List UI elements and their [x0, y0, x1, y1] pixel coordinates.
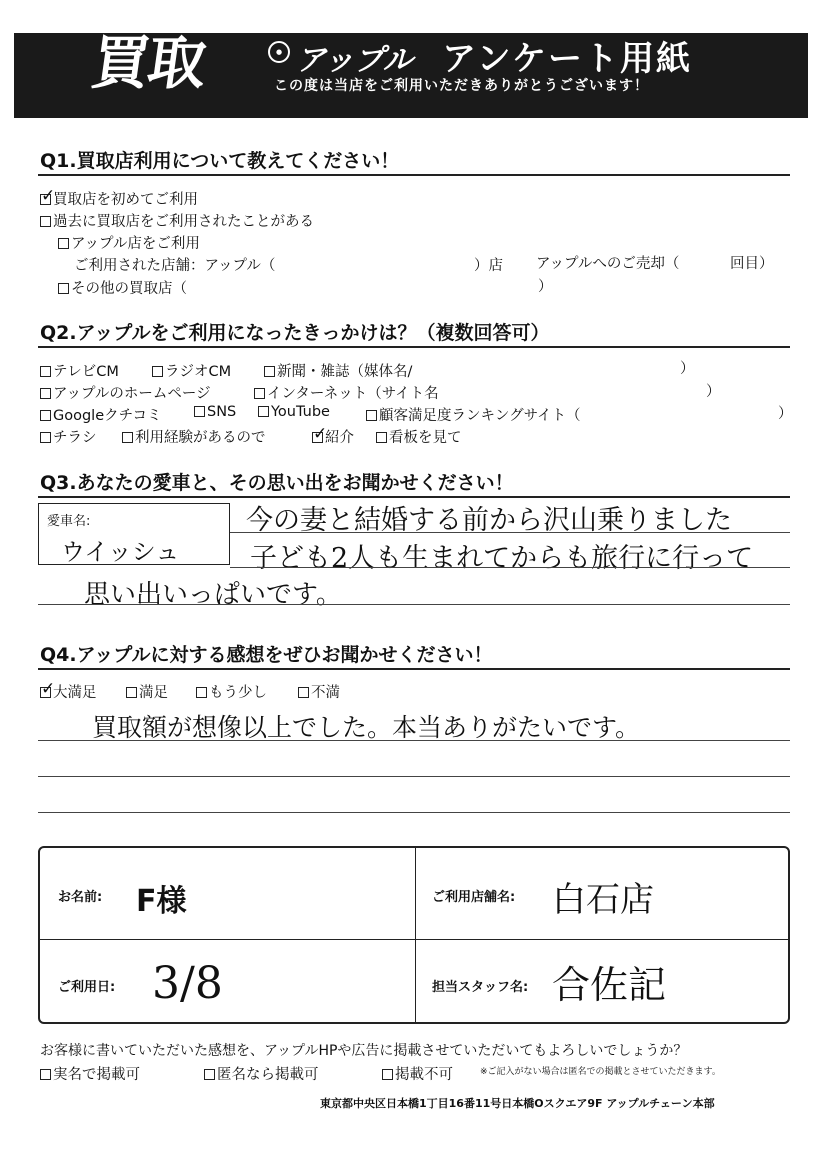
publish-option-real-name[interactable]: 実名で掲載可 [40, 1063, 140, 1084]
q1-title: Q1.買取店利用について教えてください！ [40, 150, 400, 172]
header-subtitle: この度は当店をご利用いただきありがとうございます！ [274, 78, 649, 94]
q2-internet-close: ） [706, 384, 721, 400]
publish-note: ※ご記入がない場合は匿名での掲載とさせていただきます。 [480, 1067, 721, 1077]
company-address: 東京都中央区日本橋1丁目16番11号日本橋Oスクエア9F アップルチェーン本部 [320, 1097, 715, 1110]
q2-rule [38, 346, 790, 348]
checkbox-icon[interactable] [122, 432, 133, 443]
store-label: ご利用店舗名: [432, 890, 516, 905]
checkbox-icon[interactable] [40, 432, 51, 443]
checkbox-icon[interactable] [366, 410, 377, 421]
name-label: お名前: [58, 890, 103, 905]
checkbox-icon[interactable] [376, 432, 387, 443]
checkbox-icon[interactable] [258, 406, 269, 417]
q4-title: Q4.アップルに対する感想をぜひお聞かせください！ [40, 644, 493, 666]
customer-info-box [38, 846, 790, 1024]
q1-visits-suffix: 回目） [730, 256, 774, 272]
q1-store-suffix: ）店 [474, 258, 503, 274]
q3-title: Q3.あなたの愛車と、その思い出をお聞かせください！ [40, 472, 514, 494]
q1-other-close: ） [538, 279, 553, 295]
checkbox-icon[interactable] [254, 388, 265, 399]
q1-store-used-label: ご利用された店舗：アップル（ [74, 258, 276, 274]
q3-line-2 [230, 567, 790, 568]
car-name-label: 愛車名: [47, 514, 91, 529]
q1-option-apple-store[interactable]: アップル店をご利用 [58, 232, 200, 253]
q3-line-3 [38, 604, 790, 605]
q2-option-radio[interactable]: ラジオCM [152, 360, 231, 381]
checkbox-icon[interactable] [40, 216, 51, 227]
date-label: ご利用日: [58, 980, 116, 995]
checkbox-icon[interactable] [204, 1069, 215, 1080]
name-value[interactable]: F様 [136, 884, 187, 919]
info-divider-vertical [415, 848, 416, 1022]
checkbox-icon[interactable] [298, 687, 309, 698]
checkbox-icon[interactable] [196, 687, 207, 698]
q2-title: Q2.アップルをご利用になったきっかけは？（複数回答可） [40, 322, 550, 344]
q4-comment: 買取額が想像以上でした。本当ありがたいです。 [92, 713, 641, 742]
q4-option-satisfied[interactable]: 満足 [126, 681, 168, 702]
checkbox-icon[interactable] [40, 410, 51, 421]
kaitori-logo-text: 買取 [87, 29, 209, 97]
checkbox-icon[interactable] [40, 1069, 51, 1080]
q1-visits-label: アップルへのご売却（ [536, 256, 680, 272]
q2-option-tv[interactable]: テレビCM [40, 360, 119, 381]
info-divider-horizontal [40, 939, 788, 940]
q2-option-signboard[interactable]: 看板を見て [376, 426, 462, 447]
publish-option-anonymous[interactable]: 匿名なら掲載可 [204, 1063, 319, 1084]
checkbox-checked-icon[interactable] [40, 194, 51, 205]
checkbox-icon[interactable] [194, 406, 205, 417]
q2-option-internet[interactable]: インターネット（サイト名 [254, 382, 439, 403]
checkbox-checked-icon[interactable] [40, 687, 51, 698]
checkbox-icon[interactable] [264, 366, 275, 377]
car-name-box[interactable] [38, 503, 230, 565]
header-title: アンケート用紙 [442, 39, 692, 79]
q2-option-youtube[interactable]: YouTube [258, 404, 330, 420]
q2-ranking-close: ） [778, 406, 793, 422]
checkbox-icon[interactable] [382, 1069, 393, 1080]
q4-rule [38, 668, 790, 670]
q1-option-first-time[interactable]: ✓買取店を初めてご利用 [40, 188, 198, 209]
checkbox-icon[interactable] [58, 238, 69, 249]
q2-option-sns[interactable]: SNS [194, 404, 236, 420]
q2-option-flyer[interactable]: チラシ [40, 426, 97, 447]
checkbox-icon[interactable] [40, 366, 51, 377]
publish-option-not-allowed[interactable]: 掲載不可 [382, 1063, 453, 1084]
store-value[interactable]: 白石店 [552, 880, 654, 920]
header-banner [14, 29, 808, 118]
checkbox-icon[interactable] [126, 687, 137, 698]
checkbox-icon[interactable] [40, 388, 51, 399]
q4-line-1 [38, 740, 790, 741]
q1-option-other-store[interactable]: その他の買取店（ [58, 277, 187, 298]
car-name-value: ウイッシュ [61, 538, 180, 566]
q3-memory-line1: 今の妻と結婚する前から沢山乗りました [246, 505, 732, 536]
staff-label: 担当スタッフ名: [432, 980, 529, 995]
q4-line-2 [38, 776, 790, 777]
q2-option-experience[interactable]: 利用経験があるので [122, 426, 266, 447]
apple-logo-icon: ● [268, 41, 290, 63]
q2-option-homepage[interactable]: アップルのホームページ [40, 382, 211, 403]
checkbox-icon[interactable] [152, 366, 163, 377]
q1-option-used-before[interactable]: 過去に買取店をご利用されたことがある [40, 210, 314, 231]
apple-logo-text: アップル [296, 43, 413, 78]
q3-memory-line3: 思い出いっぱいです。 [84, 580, 342, 610]
q4-option-dissatisfied[interactable]: 不満 [298, 681, 340, 702]
q4-line-3 [38, 812, 790, 813]
q2-option-ranking[interactable]: 顧客満足度ランキングサイト（ [366, 404, 581, 425]
q4-option-little-more[interactable]: もう少し [196, 681, 267, 702]
publish-consent-question: お客様に書いていただいた感想を、アップルHPや広告に掲載させていただいてもよろしいでしょうか？ [40, 1043, 688, 1059]
q2-option-google[interactable]: Googleクチコミ [40, 404, 162, 425]
date-value[interactable]: 3/8 [152, 958, 223, 1009]
q3-memory-line2: 子ども2人も生まれてからも旅行に行って [250, 543, 754, 574]
staff-value[interactable]: 合佐記 [552, 963, 667, 1007]
checkbox-checked-icon[interactable] [312, 432, 323, 443]
checkbox-icon[interactable] [58, 283, 69, 294]
q2-option-newspaper[interactable]: 新聞・雑誌（媒体名/ [264, 360, 412, 381]
q4-option-very-satisfied[interactable]: ✓大満足 [40, 681, 97, 702]
q2-newspaper-close: ） [680, 361, 695, 377]
q1-rule [38, 174, 790, 176]
q2-option-referral[interactable]: ✓ 紹介 [312, 426, 354, 447]
q3-line-1 [230, 532, 790, 533]
